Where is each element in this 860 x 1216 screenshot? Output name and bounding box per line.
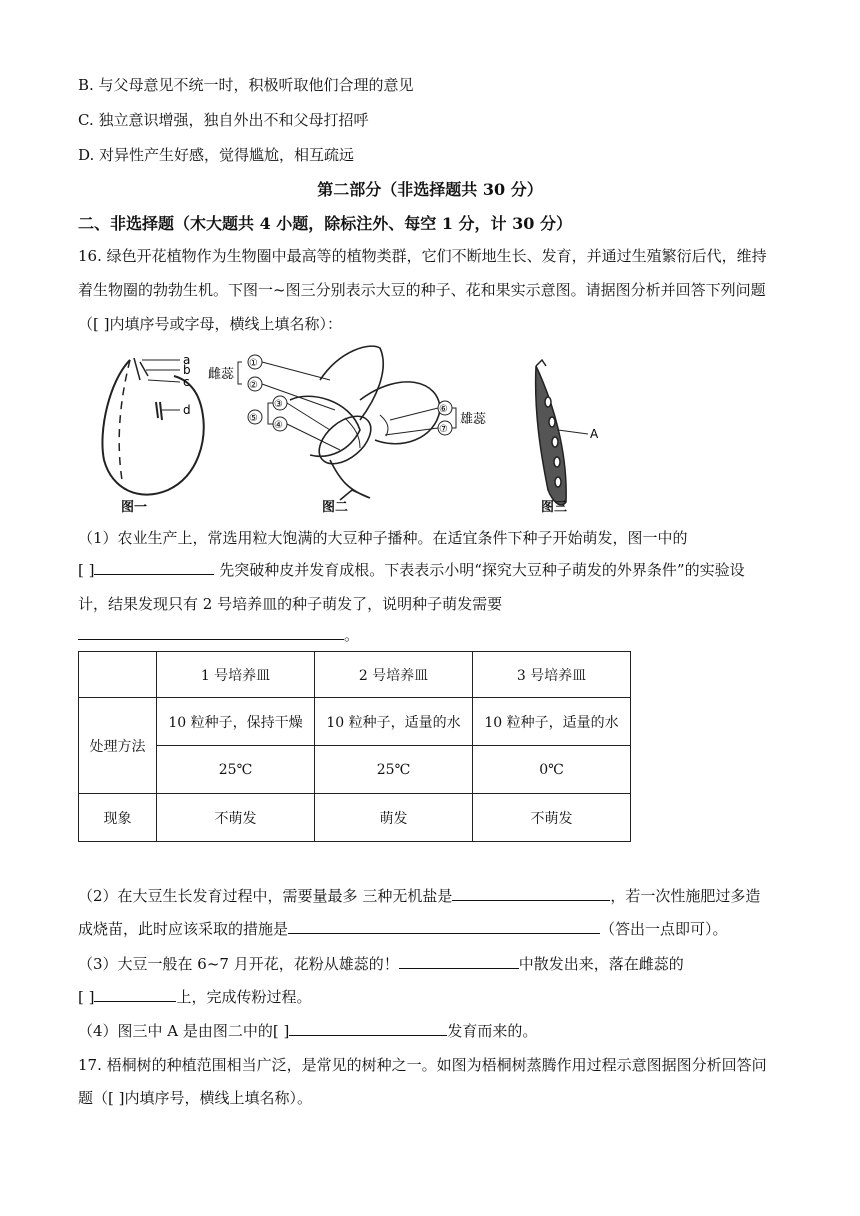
answer-blank <box>94 559 214 575</box>
fig3-pod <box>536 360 588 505</box>
table-cell: 0℃ <box>473 746 631 794</box>
q16-line1: 16. 绿色开花植物作为生物圈中最高等的植物类群，它们不断地生长、发育，并通过生殖繁衍后代，维持 <box>78 247 767 265</box>
table-cell: 不萌发 <box>157 794 315 842</box>
q16-s1-end: 。 <box>344 626 360 644</box>
answer-blank <box>288 918 600 934</box>
table-row <box>79 746 631 794</box>
table-cell: 25℃ <box>157 746 315 794</box>
fig2-num-4: ④ <box>274 420 283 431</box>
q16-s2-text-c: 成烧苗，此时应该采取的措施是 <box>78 920 289 938</box>
table-row <box>79 794 631 842</box>
q16-s1-line1: （1）农业生产上，常选用粒大饱满的大豆种子播种。在适宜条件下种子开始萌发，图一中的 <box>78 529 688 547</box>
table-cell: 10 粒种子，适量的水 <box>315 698 473 746</box>
fig2-caption: 图二 <box>322 500 349 515</box>
fig3-caption: 图三 <box>541 500 568 515</box>
q16-s2-line1 <box>78 885 760 906</box>
fig1-label-c: c <box>183 375 190 389</box>
answer-bracket: [ ] <box>78 561 95 579</box>
figures-diagram <box>90 340 610 520</box>
q16-s2-text-d: （答出一点即可）。 <box>600 920 728 938</box>
q16-s3-line2 <box>78 986 312 1007</box>
answer-blank <box>289 1020 447 1036</box>
table-cell: 10 粒种子，适量的水 <box>473 698 631 746</box>
q17-line1: 17. 梧桐树的种植范围相当广泛，是常见的树种之一。如图为梧桐树蒸腾作用过程示意图据图分析回答问 <box>78 1056 767 1074</box>
option-d: D. 对异性产生好感，觉得尴尬，相互疏远 <box>78 146 355 164</box>
q16-s1-line2 <box>78 559 745 580</box>
q16-s1-text: 先突破种皮并发育成根。下表表示小明“探究大豆种子萌发的外界条件”的实验设 <box>214 561 745 579</box>
table-cell: 处理方法 <box>79 698 157 794</box>
table-row <box>79 698 631 746</box>
fig1-caption: 图一 <box>121 500 148 515</box>
table-cell: 25℃ <box>315 746 473 794</box>
q16-s4-line <box>78 1020 537 1041</box>
experiment-table <box>78 651 631 842</box>
q16-s3-text-a: （3）大豆一般在 6~7 月开花，花粉从雄蕊的！ <box>78 955 399 973</box>
q16-s3-text-b: 中散发出来，落在雌蕊的 <box>518 955 684 973</box>
q16-line3: （[ ]内填序号或字母，横线上填名称）： <box>78 315 342 333</box>
q16-s2-text-b: ，若一次性施肥过多造 <box>610 887 761 905</box>
q16-s1-line4 <box>78 624 359 645</box>
fig2-flower <box>290 346 440 500</box>
table-header-cell: 2 号培养皿 <box>315 652 473 698</box>
fig1-label-b: b <box>183 363 191 377</box>
table-row <box>79 652 631 698</box>
fig2-stamen-label: 雄蕊 <box>460 412 487 427</box>
fig2-num-5: ⑤ <box>249 413 258 424</box>
fig2-num-6: ⑥ <box>439 404 448 415</box>
answer-blank <box>452 885 610 901</box>
q16-s1-line3: 计，结果发现只有 2 号培养皿的种子萌发了，说明种子萌发需要 <box>78 595 503 613</box>
fig2-pistil-label: 雌蕊 <box>208 367 235 382</box>
table-cell: 萌发 <box>315 794 473 842</box>
table-header-cell: 1 号培养皿 <box>157 652 315 698</box>
option-b: B. 与父母意见不统一时，积极听取他们合理的意见 <box>78 76 414 94</box>
answer-blank <box>94 986 176 1002</box>
q16-line2: 着生物圈的勃勃生机。下图一~图三分别表示大豆的种子、花和果实示意图。请据图分析并回答下列问题 <box>78 281 766 299</box>
q16-s3-text-c: 上，完成传粉过程。 <box>176 988 312 1006</box>
fig2-num-2: ② <box>249 380 258 391</box>
section2-title: 二、非选择题（木大题共 4 小题，除标注外、每空 1 分，计 30 分） <box>78 214 572 233</box>
q16-s4-text-b: 发育而来的。 <box>447 1022 538 1040</box>
option-c: C. 独立意识增强，独自外出不和父母打招呼 <box>78 111 369 129</box>
fig1-label-d: d <box>183 403 191 417</box>
fig2-num-3: ③ <box>274 399 283 410</box>
table-cell: 10 粒种子，保持干燥 <box>157 698 315 746</box>
fig1-label-a: a <box>183 353 191 367</box>
fig2-num-7: ⑦ <box>439 424 448 435</box>
fig2-num-1: ① <box>249 358 258 369</box>
answer-blank <box>399 953 519 969</box>
table-cell: 现象 <box>79 794 157 842</box>
q16-s3-line1 <box>78 953 684 974</box>
q16-s2-line2 <box>78 918 728 939</box>
answer-bracket: [ ] <box>78 988 95 1006</box>
part2-title: 第二部分（非选择题共 30 分） <box>317 180 543 199</box>
q16-s4-text-a: （4）图三中 A 是由图二中的[ ] <box>78 1022 290 1040</box>
table-header-cell <box>79 652 157 698</box>
answer-blank <box>78 624 344 640</box>
q16-s2-text-a: （2）在大豆生长发育过程中，需要量最多 三种无机盐是 <box>78 887 453 905</box>
fig3-label-a: A <box>590 427 599 441</box>
q17-line2: 题（[ ]内填序号，横线上填名称）。 <box>78 1089 312 1107</box>
table-header-cell: 3 号培养皿 <box>473 652 631 698</box>
table-cell: 不萌发 <box>473 794 631 842</box>
